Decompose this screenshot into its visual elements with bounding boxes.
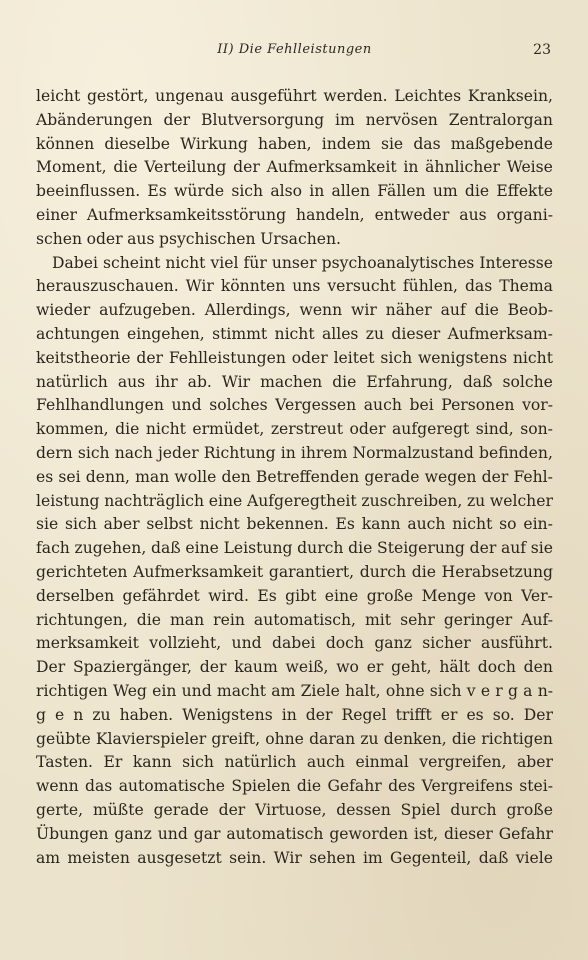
- text-line: wenn das automatische Spielen die Gefahr des Vergreifens stei-: [36, 777, 553, 796]
- text-line: am meisten ausgesetzt sein. Wir sehen im Gegenteil, daß viele: [36, 848, 553, 867]
- text-line: gerichteten Aufmerksamkeit garantiert, durch die Herabsetzung: [36, 562, 553, 581]
- text-line: derselben gefährdet wird. Es gibt eine große Menge von Ver-: [36, 586, 553, 605]
- text-line: schen oder aus psychischen Ursachen.: [36, 229, 341, 248]
- text-line: leistung nachträglich eine Aufgeregtheit zuschreiben, zu welcher: [36, 491, 553, 510]
- text-line: achtungen eingehen, stimmt nicht alles zu dieser Aufmerksam-: [36, 324, 553, 343]
- text-line: dern sich nach jeder Richtung in ihrem Normalzustand befinden,: [36, 443, 553, 462]
- paragraph: [36, 252, 553, 871]
- text-line: kommen, die nicht ermüdet, zerstreut oder aufgeregt sind, son-: [36, 420, 553, 439]
- text-line: gerte, müßte gerade der Virtuose, dessen Spiel durch große: [36, 800, 553, 819]
- text-line: richtigen Weg ein und macht am Ziele halt, ohne sich v e r g a n-: [36, 681, 553, 700]
- page-header: [36, 42, 553, 62]
- text-line: es sei denn, man wolle den Betreffenden gerade wegen der Fehl-: [36, 467, 553, 486]
- body-text: [36, 85, 553, 870]
- text-line: fach zugehen, daß eine Leistung durch die Steigerung der auf sie: [36, 539, 553, 558]
- text-line: g e n zu haben. Wenigstens in der Regel trifft er es so. Der: [36, 705, 553, 724]
- running-title: II) Die Fehlleistungen: [217, 42, 372, 57]
- text-line: keitstheorie der Fehlleistungen oder leitet sich wenigstens nicht: [36, 348, 553, 367]
- text-line: merksamkeit vollzieht, und dabei doch ganz sicher ausführt.: [36, 634, 553, 653]
- text-line: können dieselbe Wirkung haben, indem sie das maßgebende: [36, 134, 553, 153]
- text-line: herauszuschauen. Wir könnten uns versucht fühlen, das Thema: [36, 277, 553, 296]
- text-line: Der Spaziergänger, der kaum weiß, wo er geht, hält doch den: [36, 658, 553, 677]
- text-line: richtungen, die man rein automatisch, mit sehr geringer Auf-: [36, 610, 553, 629]
- text-line: Tasten. Er kann sich natürlich auch einmal vergreifen, aber: [36, 753, 553, 772]
- text-line: wieder aufzugeben. Allerdings, wenn wir näher auf die Beob-: [36, 301, 553, 320]
- paragraph: [36, 85, 553, 252]
- text-line: Fehlhandlungen und solches Vergessen auch bei Personen vor-: [36, 396, 553, 415]
- text-line: Dabei scheint nicht viel für unser psychoanalytisches Interesse: [52, 253, 553, 272]
- text-line: geübte Klavierspieler greift, ohne daran zu denken, die richtigen: [36, 729, 553, 748]
- text-line: natürlich aus ihr ab. Wir machen die Erfahrung, daß solche: [36, 372, 553, 391]
- text-line: einer Aufmerksamkeitsstörung handeln, entweder aus organi-: [36, 205, 553, 224]
- text-line: beeinflussen. Es würde sich also in allen Fällen um die Effekte: [36, 182, 553, 201]
- text-line: Abänderungen der Blutversorgung im nervösen Zentralorgan: [36, 110, 553, 129]
- text-line: Moment, die Verteilung der Aufmerksamkeit in ähnlicher Weise: [36, 158, 553, 177]
- text-line: Übungen ganz und gar automatisch geworden ist, dieser Gefahr: [36, 824, 553, 843]
- page-number: 23: [533, 42, 551, 58]
- text-line: leicht gestört, ungenau ausgeführt werden. Leichtes Kranksein,: [36, 87, 553, 105]
- text-line: sie sich aber selbst nicht bekennen. Es kann auch nicht so ein-: [36, 515, 553, 534]
